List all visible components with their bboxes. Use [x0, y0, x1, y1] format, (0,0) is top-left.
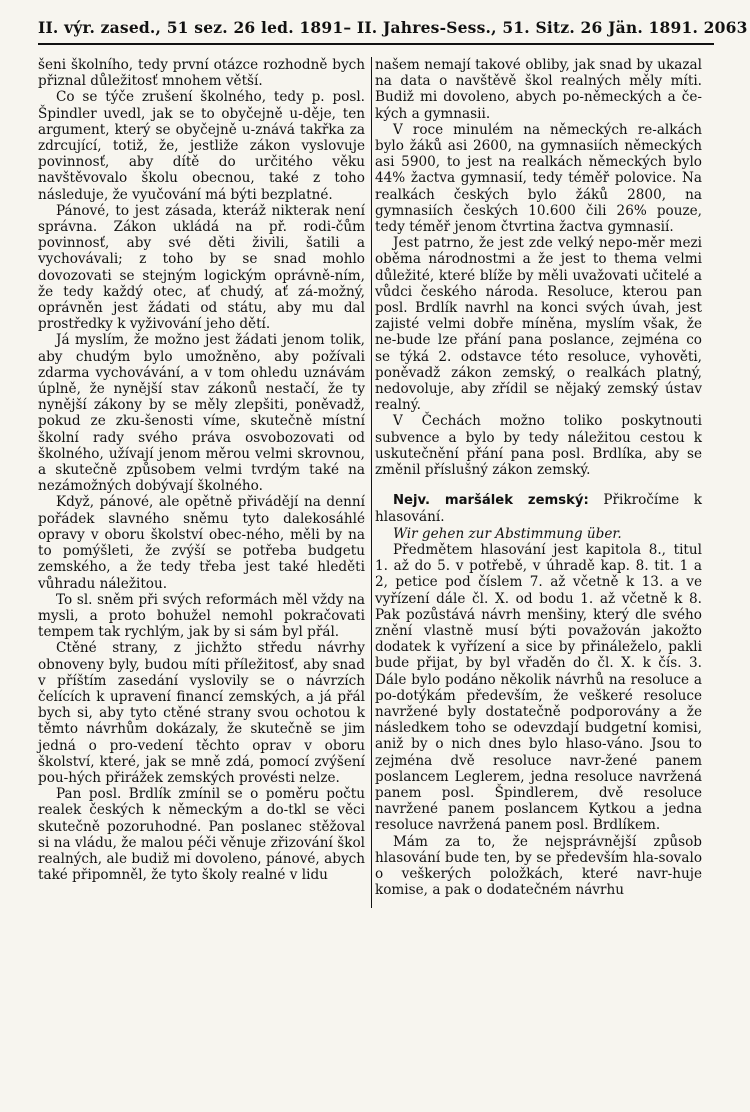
paragraph: To sl. sněm při svých reformách měl vždy na mysli, a proto bohužel nemohl pokračovati tempem tak rychlým, jak by si sám byl přál. — [38, 591, 365, 641]
paragraph: Když, pánové, ale opětně přivádějí na denní pořádek slavného sněmu tyto dalekosáhlé opravy v oboru školství obec-ného, měli by na to pomýšleti, že zvýší se potřeba budgetu zemského, a že tedy třeba jest také hleděti vůhradu náležitou. — [38, 494, 365, 592]
paragraph: Mám za to, že nejsprávnější způsob hlasování bude ten, by se především hla-sovalo o veškerých položkách, které navr-huje komise, a pak o dodatečném návrhu — [375, 833, 702, 899]
paragraph: Ctěné strany, z jichžto středu návrhy obnoveny byly, budou míti příležitosť, aby snad v příštím zasedání vyslovily se o návrzích čelících k upravení financí zemských, a já přál bych si, aby tyto ctěné strany svou ochotou k těmto návrhům dokázaly, že skutečně se jim jedná o pro-vedení těchto oprav v oboru školství, které, jak se mně zdá, pomocí zvýšení pou-hých přirážek zemských provésti nelze. — [38, 640, 365, 786]
paragraph: V roce minulém na německých re-alkách bylo žáků asi 2600, na gymnasiích německých asi 5900, to jest na realkách německých bylo 44% žactva gymnasií, tedy téměř polovice. Na realkách českých bylo žáků 2800, na gymnasiích českých 10.600 čili 26% pouze, tedy téměř jenom čtvrtina žactva gymnasií. — [375, 121, 702, 236]
paragraph: Pánové, to jest zásada, kteráž nikterak není správna. Zákon ukládá na př. rodi-čům povinnosť, aby své děti živili, šatili a vychovávali; z toho by se snad mohlo dovozovati se stejným logickým oprávně-ním, že tedy každý otec, ať chudý, ať zá-možný, oprávněn jest žádati od státu, aby mu dal prostředky k vyživování jeho dětí. — [38, 202, 365, 333]
paragraph: našem nemají takové obliby, jak snad by ukazal na data o navštěvě škol realných měly míti. Budiž mi dovoleno, abych po-německých a če-kých a gymnasii. — [375, 57, 702, 122]
paragraph: Já myslím, že možno jest žádati jenom tolik, aby chudým bylo umožněno, aby požívali zdarma vychovávání, a v tom ohledu uznávám úplně, že nynější stav zákonů nestačí, že ty nynější zákony by se měly zlepšiti, poněvadž, pokud ze zku-šenosti víme, skutečně místní školní rady svého práva osvobozovati od školného, užívají jenom měrou velmi skrovnou, a skutečně způsobem velmi tvrdým také na nezámožných dobývají školného. — [38, 332, 365, 495]
german-remark: Wir gehen zur Abstimmung über. — [393, 525, 622, 542]
paragraph: Pan posl. Brdlík zmínil se o poměru počtu realek českých k německým a do-tkl se věci skutečně pozoruhodné. Pan poslanec stěžoval si na vládu, že malou péči věnuje zřizování škol realných, ale budiž mi dovoleno, pánové, abych také připomněl, že tyto školy realné v lidu — [38, 786, 365, 884]
paragraph: šeni školního, tedy první otázce rozhodně bych přiznal důležitosť mnohem větší. — [38, 57, 365, 90]
speaker-text: Přikročíme k hlasování. — [375, 492, 702, 526]
page-header — [38, 18, 748, 45]
paragraph: Co se týče zrušení školného, tedy p. posl. Špindler uvedl, jak se to obyčejně u-děje, ten argument, který se obyčejně u-znává takřka za zdrcující, totiž, že, jestliže zákon vyslovuje povinnosť, aby dítě do určitého věku navštěvovalo školu obecnou, také z toho následuje, že vyučování má býti bezplatné. — [38, 89, 365, 203]
text-columns — [38, 57, 714, 898]
column-divider — [371, 57, 372, 908]
speaker-name: Nejv. maršálek zemský: — [393, 493, 589, 509]
paragraph: V Čechách možno toliko poskytnouti subvence a bylo by tedy náležitou cestou k uskutečnění přání pana posl. Brdlíka, aby se změnil příslušný zákon zemský. — [375, 413, 702, 479]
paragraph: Jest patrno, že jest zde velký nepo-měr mezi oběma národnostmi a že jest to thema velmi důležité, které blíže by měli uvažovati učitelé a vůdci českého národa. Resoluce, kterou pan posl. Brdlík navrhl na konci svých úvah, jest zajisté velmi dobře míněna, myslím však, že ne-bude lze přání pana poslance, zejména co se týká 2. odstavce této resoluce, vyhověti, poněvadž zákon zemský, o realkách platný, nedovoluje, aby zřídil se nějaký zemský ústav realný. — [375, 235, 702, 414]
paragraph: Předmětem hlasování jest kapitola 8., titul 1. až do 5. v potřebě, v úhradě kap. 8. tit. 1 a 2, petice pod číslem 7. až včetně k 13. a ve vyřízení dále čl. X. od bodu 1. až včetně k 8. Pak pozůstává návrh menšiny, který dle svého znění vlastně musí býti považován jakožto dodatek k vyřízení a sice by přináleželo, pakli bude přijat, by byl vřaděn do čl. X. k čís. 3. Dále bylo podáno několik návrhů na resoluce a po-dotýkám především, že veškeré resoluce navržené byly dostatečně podporovány a že následkem toho se odevzdají budgetní komisi, aniž by o nich dnes bylo hlaso-váno. Jsou to zejména dvě resoluce navr-žené panem poslancem Leglerem, jedna resoluce navržená panem posl. Špindlerem, dvě resoluce navržené panem poslancem Kytkou a jedna resoluce navržená panem posl. Brdlíkem. — [375, 541, 702, 834]
header-german: – II. Jahres-Sess., 51. Sitz. 26 Jän. 1891. 2063 — [343, 18, 748, 37]
left-column — [38, 57, 365, 898]
speaker-paragraph — [375, 492, 702, 525]
header-czech: II. výr. zased., 51 sez. 26 led. 1891 — [38, 18, 344, 37]
right-column — [375, 57, 702, 898]
spacer — [375, 478, 702, 492]
